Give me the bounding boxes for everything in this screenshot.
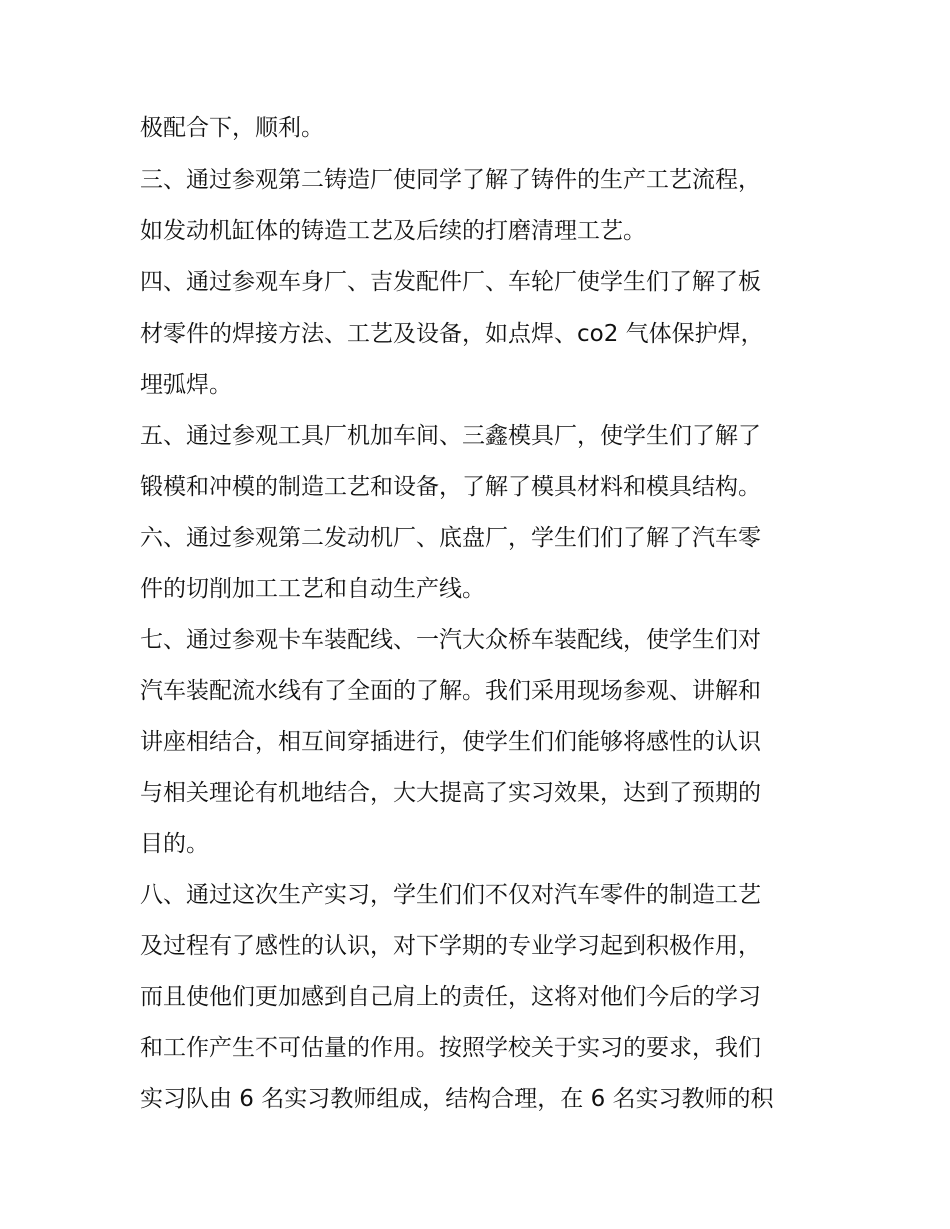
text-line: 四、通过参观车身厂、吉发配件厂、车轮厂使学生们了解了板 bbox=[140, 269, 761, 295]
text-line: 锻模和冲模的制造工艺和设备，了解了模具材料和模具结构。 bbox=[140, 474, 761, 500]
text-line: 七、通过参观卡车装配线、一汽大众桥车装配线，使学生们对 bbox=[140, 627, 761, 653]
text-line: 材零件的焊接方法、工艺及设备，如点焊、co2 气体保护焊， bbox=[140, 321, 764, 347]
text-line: 如发动机缸体的铸造工艺及后续的打磨清理工艺。 bbox=[140, 218, 646, 244]
text-line: 三、通过参观第二铸造厂使同学了解了铸件的生产工艺流程， bbox=[140, 167, 761, 193]
text-line: 极配合下，顺利。 bbox=[140, 115, 324, 141]
text-line: 件的切削加工工艺和自动生产线。 bbox=[140, 576, 485, 602]
text-line: 目的。 bbox=[140, 831, 209, 857]
text-line: 和工作产生不可估量的作用。按照学校关于实习的要求，我们 bbox=[140, 1035, 761, 1061]
text-line: 八、通过这次生产实习，学生们们不仅对汽车零件的制造工艺 bbox=[140, 882, 761, 908]
text-line: 及过程有了感性的认识，对下学期的专业学习起到积极作用， bbox=[140, 933, 761, 959]
text-line: 与相关理论有机地结合，大大提高了实习效果，达到了预期的 bbox=[140, 780, 761, 806]
text-line: 埋弧焊。 bbox=[140, 372, 232, 398]
text-line: 讲座相结合，相互间穿插进行，使学生们们能够将感性的认识 bbox=[140, 729, 761, 755]
text-line: 五、通过参观工具厂机加车间、三鑫模具厂，使学生们了解了 bbox=[140, 423, 761, 449]
text-line: 实习队由 6 名实习教师组成，结构合理，在 6 名实习教师的积 bbox=[140, 1086, 774, 1112]
text-line: 而且使他们更加感到自己肩上的责任，这将对他们今后的学习 bbox=[140, 984, 761, 1010]
text-line: 汽车装配流水线有了全面的了解。我们采用现场参观、讲解和 bbox=[140, 678, 761, 704]
text-line: 六、通过参观第二发动机厂、底盘厂，学生们们了解了汽车零 bbox=[140, 525, 761, 551]
